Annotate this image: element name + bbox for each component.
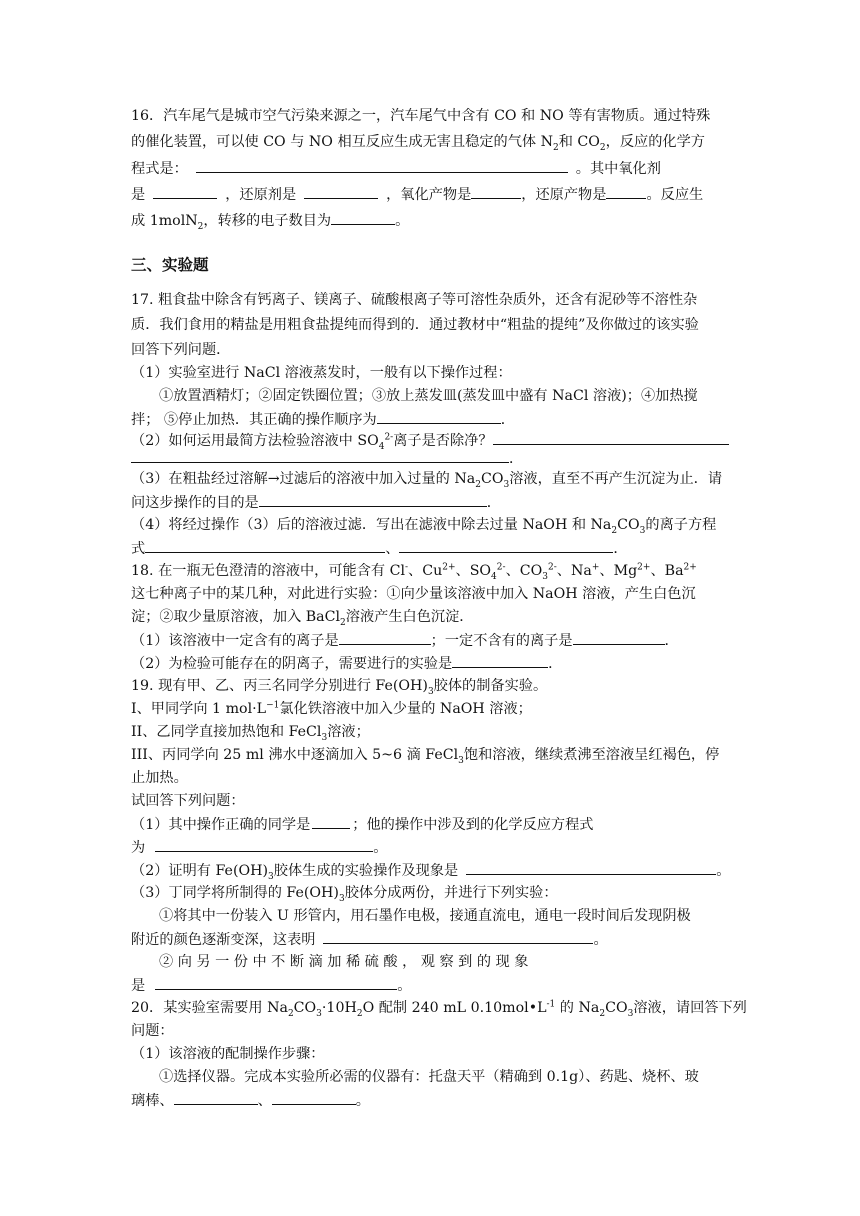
answer-blank xyxy=(452,653,548,668)
q19-line-1: 19. 现有甲、乙、丙三名同学分别进行 $Fe(OH)_3$胶体的制备实验。 xyxy=(131,678,548,697)
section-heading: 三、实验题 xyxy=(131,256,209,274)
q19-line-11: ①将其中一份装入 U 形管内，用石墨作电极，接通直流电，通电一段时间后发现阴极 xyxy=(159,908,691,924)
q18-line-5: （2）为检验可能存在的阴离子，需要进行的实验是 ． xyxy=(131,653,562,674)
q20-line-5: 璃棒、 、 。 xyxy=(131,1090,370,1111)
answer-blank xyxy=(493,430,729,445)
q20-line-2: 问题： xyxy=(131,1023,174,1039)
answer-blank xyxy=(399,538,613,553)
q17-line-6: 拌； ⑤停止加热．其正确的操作顺序为 ． xyxy=(131,409,515,430)
q17-line-5: ①放置酒精灯；②固定铁圈位置；③放上蒸发皿(蒸发皿中盛有 NaCl 溶液)；④加热搅 xyxy=(159,388,698,404)
q19-line-4: III、丙同学向 25 ml 沸水中逐滴加入 5~6 滴 FeCl$_3$饱和溶液，继续煮沸至溶液呈红褐色，停 xyxy=(131,747,720,766)
q19-line-8: 为 。 xyxy=(131,837,387,858)
answer-blank xyxy=(155,837,373,852)
q17-line-3: 回答下列问题． xyxy=(131,342,231,358)
q16-line-1: 16．汽车尾气是城市空气污染来源之一，汽车尾气中含有 CO 和 NO 等有害物质。通过特殊 xyxy=(131,108,711,124)
answer-blank xyxy=(259,492,487,507)
q17-line-4: （1）实验室进行 NaCl 溶液蒸发时，一般有以下操作过程： xyxy=(131,365,512,381)
q17-line-2: 质．我们食用的精盐是用粗食盐提纯而得到的．通过教材中“粗盐的提纯”及你做过的该实验 xyxy=(131,317,699,333)
q17-line-8: ． xyxy=(131,448,523,469)
q17-line-1: 17. 粗食盐中除含有钙离子、镁离子、硫酸根离子等可溶性杂质外，还含有泥砂等不溶性杂 xyxy=(131,292,698,308)
answer-blank xyxy=(323,929,593,944)
answer-blank xyxy=(466,860,716,875)
q18-line-1: 18. 在一瓶无色澄清的溶液中，可能含有 Cl-、$Cu^{2+}$、$SO_4^{2-}$、$CO_3^{2-}$、Na+、$Mg^{2+}$、$Ba^{2+}$ xyxy=(131,562,697,582)
answer-blank xyxy=(145,538,385,553)
answer-blank xyxy=(153,184,217,199)
q19-line-3: II、乙同学直接加热饱和 FeCl$_3$溶液； xyxy=(131,724,370,743)
q19-line-14: 是 。 xyxy=(131,975,411,996)
answer-blank xyxy=(331,210,395,225)
q18-line-4: （1）该溶液中一定含有的离子是 ；一定不含有的离子是 ． xyxy=(131,630,679,651)
q18-line-2: 这七种离子中的某几种，对此进行实验：①向少量该溶液中加入 NaOH 溶液，产生白色沉 xyxy=(131,586,696,602)
q20-line-1: 20．某实验室需要用 $Na_2CO_3\cdot 10H_2O$ 配制 240 mL $0.10mol•L^{-1}$ 的 $Na_2CO_3$溶液，请回答下列 xyxy=(131,999,747,1019)
answer-blank xyxy=(573,630,665,645)
q17-line-12: 式 、 ． xyxy=(131,538,628,559)
q20-line-3: （1）该溶液的配制操作步骤： xyxy=(131,1046,325,1062)
answer-blank xyxy=(272,1090,356,1105)
q17-line-11: （4）将经过操作（3）后的溶液过滤．写出在滤液中除去过量 NaOH 和 $Na_2CO_3$的离子方程 xyxy=(131,517,717,536)
answer-blank xyxy=(377,409,501,424)
q19-line-9: （2）证明有 $Fe(OH)_3$胶体生成的实验操作及现象是 。 xyxy=(131,860,730,881)
answer-blank xyxy=(155,975,397,990)
q17-line-9: （3）在粗盐经过溶解→过滤后的溶液中加入过量的 $Na_2CO_3$溶液，直至不再产生沉淀为止．请 xyxy=(131,471,723,490)
q19-line-12: 附近的颜色逐渐变深，这表明 。 xyxy=(131,929,608,950)
q19-line-10: （3）丁同学将所制得的 $Fe(OH)_3$胶体分成两份，并进行下列实验： xyxy=(131,885,558,904)
answer-blank xyxy=(339,630,431,645)
q17-line-10: 问这步操作的目的是 ． xyxy=(131,492,501,513)
q19-line-6: 试回答下列问题： xyxy=(131,793,245,809)
answer-blank xyxy=(131,448,509,463)
q16-line-4: 是 ，还原剂是 ，氧化产物是 ，还原产物是 。反应生 xyxy=(131,184,703,205)
q16-line-3: 程式是： 。其中氧化剂 xyxy=(131,158,661,179)
answer-blank xyxy=(174,1090,258,1105)
answer-blank xyxy=(304,184,378,199)
q19-line-5: 止加热。 xyxy=(131,770,188,786)
q16-line-2: 的催化装置，可以使 CO 与 NO 相互反应生成无害且稳定的气体 $N_2$和 $CO_2$，反应的化学方 xyxy=(131,134,705,153)
q18-line-3: 淀；②取少量原溶液，加入 BaCl$_2$溶液产生白色沉淀． xyxy=(131,609,474,628)
q19-line-2: I、甲同学向 1 $mol\cdot L^{-1}$氯化铁溶液中加入少量的 NaOH 溶液； xyxy=(131,700,532,717)
answer-blank xyxy=(471,184,521,199)
q19-line-7: （1）其中操作正确的同学是 ；他的操作中涉及到的化学反应方程式 xyxy=(131,814,593,835)
q20-line-4: ①选择仪器。完成本实验所必需的仪器有：托盘天平（精确到 0.1g）、药匙、烧杯、玻 xyxy=(159,1069,699,1085)
q19-line-13: ② 向 另 一 份 中 不 断 滴 加 稀 硫 酸 ， 观 察 到 的 现 象 xyxy=(159,954,529,970)
answer-blank xyxy=(196,158,568,173)
q17-line-7: （2）如何运用最简方法检验溶液中 $SO_4^{2-}$离子是否除净？ xyxy=(131,430,729,451)
q16-line-5: 成 1molN$_2$，转移的电子数目为 。 xyxy=(131,210,409,231)
answer-blank xyxy=(606,184,646,199)
answer-blank xyxy=(312,814,350,829)
